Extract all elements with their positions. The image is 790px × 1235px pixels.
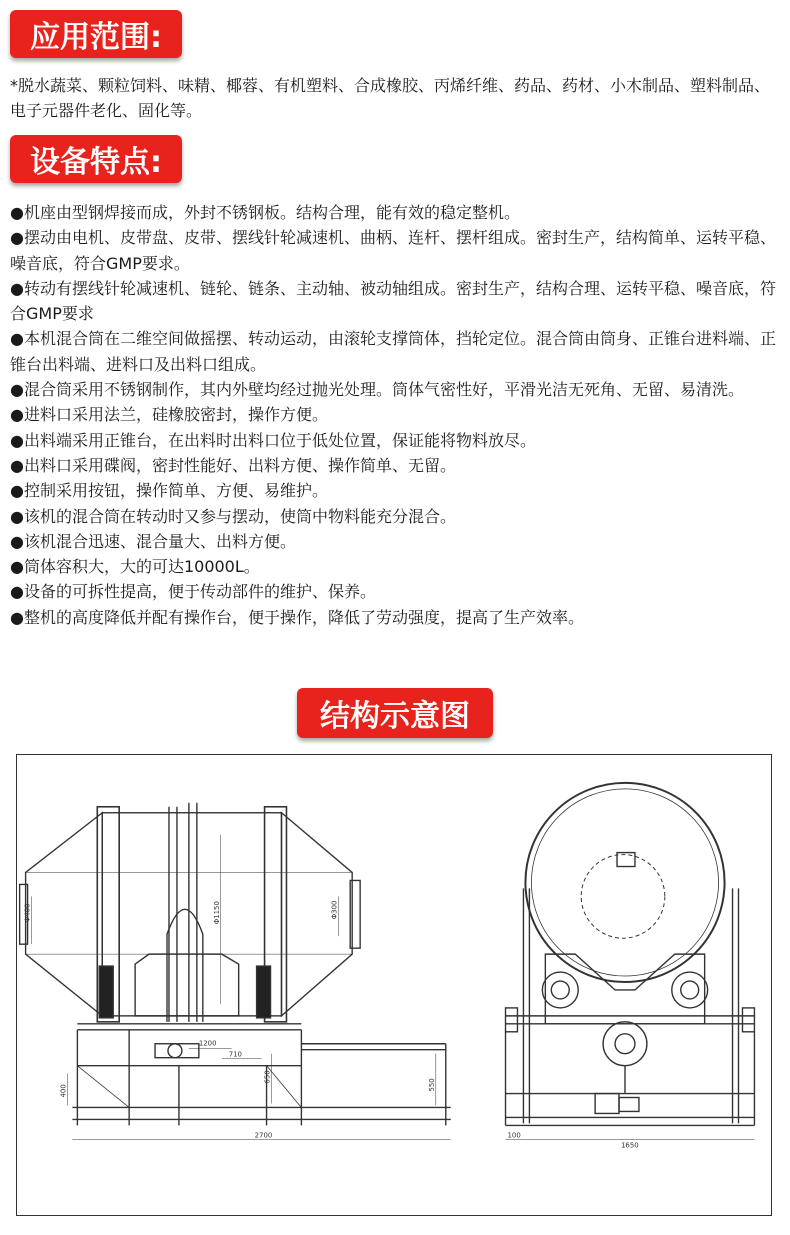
- dim-100: 100: [507, 1131, 521, 1140]
- feature-item: ●筒体容积大，大的可达10000L。: [10, 557, 260, 577]
- feature-item: ●出料端采用正锥台，在出料时出料口位于低处位置，保证能将物料放尽。: [10, 430, 536, 450]
- dim-1200: 1200: [198, 1039, 217, 1048]
- front-view-drawing: [506, 783, 755, 1139]
- side-view-drawing: [20, 803, 451, 1140]
- feature-item: ●该机混合迅速、混合量大、出料方便。: [10, 531, 296, 551]
- diagram-heading: 结构示意图: [297, 688, 493, 738]
- scope-text: *脱水蔬菜、颗粒饲料、味精、椰蓉、有机塑料、合成橡胶、丙烯纤维、药品、药材、小木制品、塑料制品、电子元器件老化、固化等。: [10, 76, 771, 120]
- scope-heading: 应用范围:: [10, 10, 182, 58]
- dim-650: 650: [263, 1070, 272, 1084]
- dim-400: 400: [59, 1084, 68, 1098]
- dim-1650: 1650: [621, 1141, 639, 1150]
- feature-item: ●本机混合筒在二维空间做摇摆、转动运动，由滚轮支撑筒体，挡轮定位。混合筒由筒身、正锥台进料端、正锥台出料端、进料口及出料口组成。: [10, 329, 776, 374]
- dim-d400: Φ400: [23, 903, 32, 923]
- feature-item: ●该机的混合筒在转动时又参与摆动，使筒中物料能充分混合。: [10, 506, 456, 526]
- feature-item: ●进料口采用法兰，硅橡胶密封，操作方便。: [10, 405, 328, 425]
- feature-item: ●转动有摆线针轮减速机、链轮、链条、主动轴、被动轴组成。密封生产，结构合理、运转平稳、噪音底，符合GMP要求: [10, 278, 776, 324]
- dim-2700: 2700: [254, 1131, 273, 1140]
- dim-d1150: Φ1150: [212, 901, 221, 925]
- structure-diagram: [16, 754, 772, 1216]
- feature-item: ●摆动由电机、皮带盘、皮带、摆线针轮减速机、曲柄、连杆、摆杆组成。密封生产，结构简单、运转平稳、噪音底，符合GMP要求。: [10, 228, 776, 273]
- feature-item: ●机座由型钢焊接而成，外封不锈钢板。结构合理，能有效的稳定整机。: [10, 203, 520, 222]
- feature-list: [10, 200, 782, 630]
- feature-item: ●设备的可拆性提高，便于传动部件的维护、保养。: [10, 582, 376, 602]
- feature-item: ●整机的高度降低并配有操作台，便于操作，降低了劳动强度，提高了生产效率。: [10, 607, 584, 627]
- feature-item: ●控制采用按钮，操作简单、方便、易维护。: [10, 481, 328, 501]
- features-heading: 设备特点:: [10, 135, 182, 183]
- dim-710: 710: [228, 1050, 242, 1059]
- feature-item: ●混合筒采用不锈钢制作，其内外壁均经过抛光处理。筒体气密性好，平滑光洁无死角、无留、易清洗。: [10, 380, 744, 400]
- dim-550: 550: [427, 1078, 436, 1092]
- feature-item: ●出料口采用碟阀，密封性能好、出料方便、操作简单、无留。: [10, 455, 456, 475]
- dim-d300: Φ300: [330, 900, 339, 920]
